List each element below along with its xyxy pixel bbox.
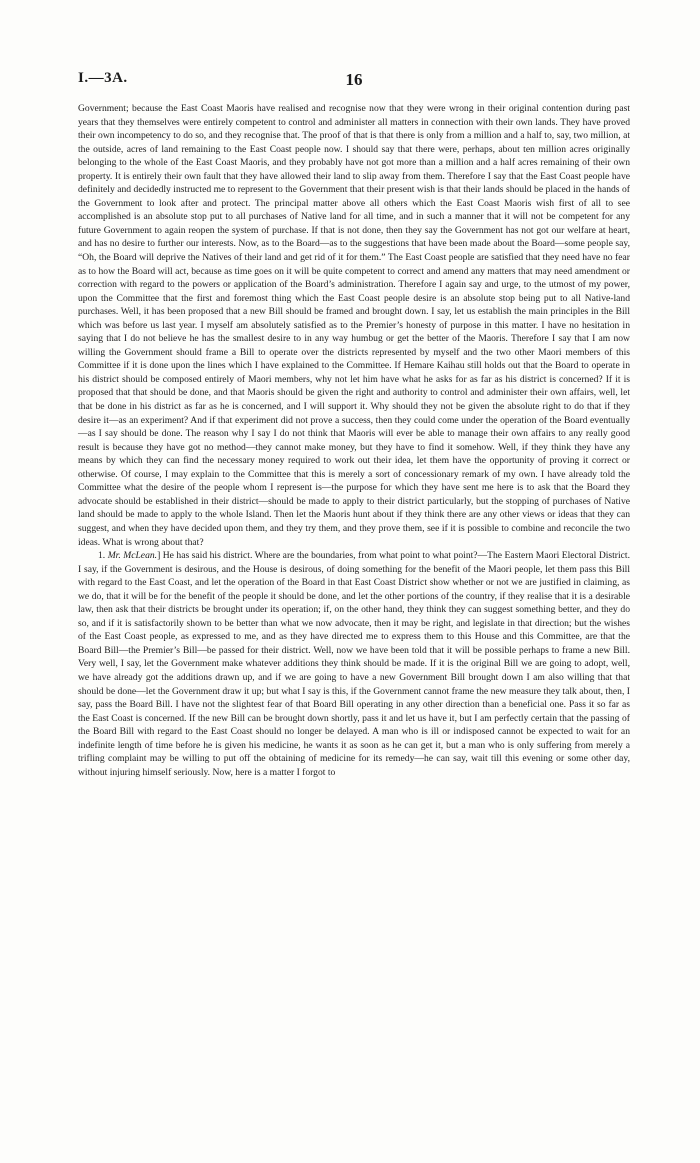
speaker-name: Mr. McLean. [107,550,158,562]
question-paragraph: 1. Mr. McLean.] He has said his district. Where are the boundaries, from what point to what point?—The Eastern Maori Electoral District. I say, if the Government is desirous, and the House is desirous, of doing something for the benefit of the Maori people, let them pass this Bill with regard to the East Coast, and let the operation of the Board in that East Coast District show whether or not we are justified in claiming, as we do, that it will be for the benefit of the people it should be done, and let the other portions of the country, if they realise that it is a desirable law, then ask that their districts be brought under its operation; if, on the other hand, they think they can suggest something better, and they do so, and if it is satisfactorily shown to be better than what we now advocate, then it may be right, and legislate in that direction; but the wishes of the East Coast people, as expressed to me, and as they have directed me to express them to this House and this Committee, are that the Board Bill—the Premier’s Bill—be passed for their district. Well, now we have been told that it will be possible perhaps to frame a new Bill. Very well, I say, let the Government make whatever additions they think should be made. If it is the original Bill we are going to adopt, well, we have already got the additions drawn up, and if we are going to have a new Government Bill brought down I am also willing that that should be done—let the Government draw it up; but what I say is this, if the Government cannot frame the new measure they talk about, then, I say, pass the Board Bill. I have not the slightest fear of that Board Bill operating in any other direction than a beneficial one. Pass it so far as the East Coast is concerned. If the new Bill can be brought down shortly, pass it and let us have it, but I am perfectly certain that the passing of the Board Bill with regard to the East Coast should no longer be delayed. A man who is ill or indisposed cannot be expected to wait for an indefinite length of time before he is given his medicine, he wants it as soon as he can get it, but a man who is only suffering from merely a trifling complaint may be willing to put off the obtaining of medicine for its remedy—he can say, wait till this evening or some other day, without injuring himself seriously. Now, here is a matter I forgot to [78,550,630,778]
document-page [78,70,630,779]
paragraph-continuation [78,102,630,549]
question-number: 1. [98,550,106,562]
page-header [78,70,630,92]
paragraph-text: He has said his district. Where are the boundaries, from what point to what point?—The Eastern Maori Electoral District. I say, if the Government is desirous, and the House is desirous, of doing something for the benefit of the Maori people, let them pass this Bill with regard to the East Coast, and let the operation of the Board in that East Coast District show whether or not we are justified in claiming, as we do, that it will be for the benefit of the people it should be done, and let the other portions of the country, if they realise that it is a desirable law, then ask that their districts be brought under its operation; if, on the other hand, they think they can suggest something better, and they do so, and if it is satisfactorily shown to be better than what we now advocate, then it may be right, and legislate in that direction; but the wishes of the East Coast people, as expressed to me, and as they have directed me to express them to this House and this Committee, are that the Board Bill—the Premier’s Bill—be passed for their district. Well, now we have been told that it will be possible perhaps to frame a new Bill. Very well, I say, let the Government make whatever additions they think should be made. If it is the original Bill we are going to adopt, well, we have already got the additions drawn up, and if we are going to have a new Government Bill brought down I am also willing that that should be done—let the Government draw it up; but what I say is this, if the Government cannot frame the new measure they talk about, then, I say, pass the Board Bill. I have not the slightest fear of that Board Bill operating in any other direction than a beneficial one. Pass it so far as the East Coast is concerned. If the new Bill can be brought down shortly, pass it and let us have it, but I am perfectly certain that the passing of the Board Bill with regard to the East Coast should no longer be delayed. A man who is ill or indisposed cannot be expected to wait for an indefinite length of time before he is given his medicine, he wants it as soon as he can get it, but a man who is only suffering from merely a trifling complaint may be willing to put off the obtaining of medicine for its remedy—he can say, wait till this evening or some other day, without injuring himself seriously. Now, here is a matter I forgot to [78,550,630,778]
page-number: 16 [345,70,363,89]
paragraph-text: Government; because the East Coast Maoris have realised and recognise now that they were wrong in their original contention during past years that they themselves were entirely competent to control and administer all matters in connection with their own lands. They have proved their own incompetency to do so, and they recognise that. The proof of that is that there is only from a million and a half to, say, two million, at the outside, acres of land remaining to the East Coast people now. I should say that there were, perhaps, about ten million acres originally belonging to the whole of the East Coast Maoris, and they probably have not got more than a million and a half acres remaining of their own property. It is entirely their own fault that they have allowed their land to slip away from them. Therefore I say that the East Coast people have definitely and decidedly instructed me to represent to the Government that their present wish is that their lands should be placed in the hands of the Government to look after and protect. The principal matter above all others which the East Coast Maoris wish first of all to see accomplished is an absolute stop put to all purchases of Native land for all time, and in such a manner that it will not be competent for any future Government to again reopen the system of purchase. If that is not done, then they say the Government has not got our welfare at heart, and has no desire to further our interests. Now, as to the Board—as to the suggestions that have been made about the Board—some people say, “Oh, the Board will deprive the Natives of their land and get rid of it for them.” The East Coast people are satisfied that they need have no fear as to how the Board will act, because as time goes on it will be quite competent to correct and amend any matters that may need amendment or correction with regard to the powers or application of the Board’s administration. Therefore I again say and urge, to the utmost of my power, upon the Committee that the first and foremost thing which the East Coast people desire is an absolute stop being put to all Native-land purchases. Well, it has been proposed that a new Bill should be framed and brought down. I say, let us establish the main principles in the Bill which was before us last year. I myself am absolutely satisfied as to the Premier’s honesty of purpose in this matter. I have no hesitation in saying that I do not believe he has the smallest desire to in any way humbug or get the better of the Maoris. Therefore I say that I am now willing the Government should frame a Bill to operate over the districts represented by myself and the two other Maori members of this Committee if it is done upon the lines which I have explained to the Committee. If Hemare Kaihau still holds out that the Board to operate in his district should be composed entirely of Maori members, why not let him have what he asks for as far as his district is concerned? If it is proposed that that should be done, and that Maoris should be given the right and authority to control and administer their own affairs, well, let that be done in his district as far as he is concerned, and I will support it. Why should they not be given the absolute right to do that if they desire it—as an experiment? And if that experiment did not prove a success, then they could come under the operation of the Board eventually—as I say should be done. The reason why I say I do not think that Maoris will ever be able to manage their own affairs to any really good result is because they have got no method—they cannot make money, but they have to find it somehow. Well, if they think they have any means by which they can find the necessary money required to work out their idea, let them have the opportunity of proving it correct or otherwise. Of course, I may explain to the Committee that this is merely a sort of concessionary remark of my own. I have already told the Committee what the desire of the people whom I represent is—the purpose for which they have sent me here is to ask that the Board they advocate should be established in their district—should be made to apply to their district particularly, but the stopping of purchases of Native land should be made to apply to the whole Island. Then let the Maoris hunt about if they think there are any other views or ideas that they can suggest, and when they have decided upon them, and they try them, and they prove them, see if it is possible to combine and reconcile the two ideas. What is wrong about that? [78,103,630,548]
document-body [78,102,630,779]
paper-reference: I.—3A. [78,70,128,86]
